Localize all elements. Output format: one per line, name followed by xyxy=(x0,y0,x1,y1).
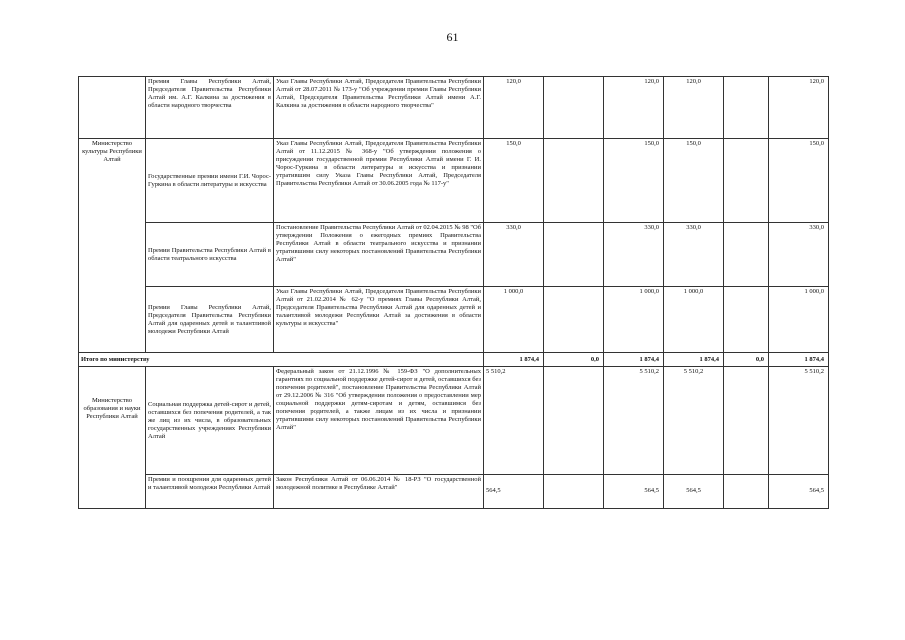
table-row xyxy=(79,367,829,475)
value-col-1: 5 510,2 xyxy=(484,367,544,475)
total-col-1: 1 874,4 xyxy=(484,353,544,367)
value-col-3: 330,0 xyxy=(604,223,664,287)
total-col-4: 1 874,4 xyxy=(664,353,724,367)
value-col-2 xyxy=(544,77,604,139)
measure-name: Социальная поддержка детей-сирот и детей, оставшихся без попечения родителей, а так же лиц из их числа, в образовательных государственных учреждениях Республики Алтай xyxy=(146,367,274,475)
legal-basis: Указ Главы Республики Алтай, Председателя Правительства Республики Алтай от 21.02.2014 № 62-у "О премиях Главы Республики Алтай, Председателя Правительства Республики Алтай для одаренных детей и талантливой молодежи Республики Алтай за достижения в области культуры и искусства" xyxy=(274,287,484,353)
total-col-3: 1 874,4 xyxy=(604,353,664,367)
measure-name: Премии и поощрения для одаренных детей и талантливой молодежи Республики Алтай xyxy=(146,475,274,509)
value-col-3: 564,5 xyxy=(604,475,664,509)
table-row xyxy=(79,77,829,139)
measure-name: Премии Правительства Республики Алтай в области театрального искусства xyxy=(146,223,274,287)
value-col-1: 150,0 xyxy=(484,139,544,223)
value-col-2 xyxy=(544,367,604,475)
value-col-4: 5 510,2 xyxy=(664,367,724,475)
value-col-4: 1 000,0 xyxy=(664,287,724,353)
page-number: 61 xyxy=(446,30,459,44)
budget-table xyxy=(78,76,829,509)
legal-basis: Указ Главы Республики Алтай, Председателя Правительства Республики Алтай от 11.12.2015 № 368-у "Об утверждении положения о присуждении государственной премии Республики Алтай имени Г. И. Чорос-Гуркина в области литературы и искусства и признании утратившим силу Указа Главы Республики Алтай, Председателя Правительства Республики Алтай от 30.06.2005 года № 117-у" xyxy=(274,139,484,223)
value-col-1: 1 000,0 xyxy=(484,287,544,353)
table-row xyxy=(79,287,829,353)
value-col-4: 150,0 xyxy=(664,139,724,223)
table-row xyxy=(79,223,829,287)
value-col-2 xyxy=(544,287,604,353)
value-col-3: 1 000,0 xyxy=(604,287,664,353)
measure-name: Государственные премии имени Г.И. Чорос-Гуркина в области литературы и искусства xyxy=(146,139,274,223)
value-col-1: 564,5 xyxy=(484,475,544,509)
value-col-5 xyxy=(724,287,769,353)
value-col-1: 330,0 xyxy=(484,223,544,287)
ministry-cell-continued xyxy=(79,77,146,139)
measure-name: Премии Главы Республики Алтай, Председателя Правительства Республики Алтай для одаренных детей и талантливой молодежи Республики Алтай xyxy=(146,287,274,353)
legal-basis: Закон Республики Алтай от 06.06.2014 № 18-РЗ "О государственной молодежной политике в Республике Алтай" xyxy=(274,475,484,509)
value-col-6: 120,0 xyxy=(769,77,829,139)
value-col-1: 120,0 xyxy=(484,77,544,139)
legal-basis: Федеральный закон от 21.12.1996 № 159-ФЗ "О дополнительных гарантиях по социальной поддержке детей-сирот и детей, оставшихся без попечения родителей", постановление Правительства Республики Алтай от 29.12.2006 № 316 "Об утверждении положения о предоставлении мер социальной поддержки детям-сиротам и детям, оставшимся без попечения родителей, а также лицам из их числа и признании утратившими силу некоторых постановлений Правительства Республики Алтай" xyxy=(274,367,484,475)
value-col-2 xyxy=(544,139,604,223)
value-col-5 xyxy=(724,139,769,223)
value-col-4: 564,5 xyxy=(664,475,724,509)
total-col-6: 1 874,4 xyxy=(769,353,829,367)
value-col-5 xyxy=(724,367,769,475)
value-col-6: 330,0 xyxy=(769,223,829,287)
value-col-4: 330,0 xyxy=(664,223,724,287)
table-row xyxy=(79,139,829,223)
total-label: Итого по министерству xyxy=(79,353,484,367)
value-col-3: 150,0 xyxy=(604,139,664,223)
value-col-6: 1 000,0 xyxy=(769,287,829,353)
ministry-culture: Министерство культуры Республики Алтай xyxy=(79,139,146,353)
total-col-2: 0,0 xyxy=(544,353,604,367)
value-col-5 xyxy=(724,223,769,287)
legal-basis: Постановление Правительства Республики Алтай от 02.04.2015 № 98 "Об утверждении Положения о ежегодных премиях Правительства Республики Алтай в области театрального искусства и признании утратившими силу некоторых постановлений Правительства Республики Алтай" xyxy=(274,223,484,287)
value-col-2 xyxy=(544,223,604,287)
value-col-2 xyxy=(544,475,604,509)
value-col-6: 5 510,2 xyxy=(769,367,829,475)
value-col-3: 5 510,2 xyxy=(604,367,664,475)
total-col-5: 0,0 xyxy=(724,353,769,367)
measure-name: Премия Главы Республики Алтай, Председателя Правительства Республики Алтай им. А.Г. Калкина за достижения в области народного творчества xyxy=(146,77,274,139)
table-row xyxy=(79,475,829,509)
value-col-5 xyxy=(724,77,769,139)
legal-basis: Указ Главы Республики Алтай, Председателя Правительства Республики Алтай от 28.07.2011 № 173-у "Об учреждении премии Главы Республики Алтай, Председателя Правительства Республики Алтай имени А.Г. Калкина за достижения в области народного творчества" xyxy=(274,77,484,139)
value-col-3: 120,0 xyxy=(604,77,664,139)
value-col-4: 120,0 xyxy=(664,77,724,139)
value-col-5 xyxy=(724,475,769,509)
ministry-education: Министерство образования и науки Республики Алтай xyxy=(79,367,146,509)
total-row xyxy=(79,353,829,367)
value-col-6: 564,5 xyxy=(769,475,829,509)
value-col-6: 150,0 xyxy=(769,139,829,223)
